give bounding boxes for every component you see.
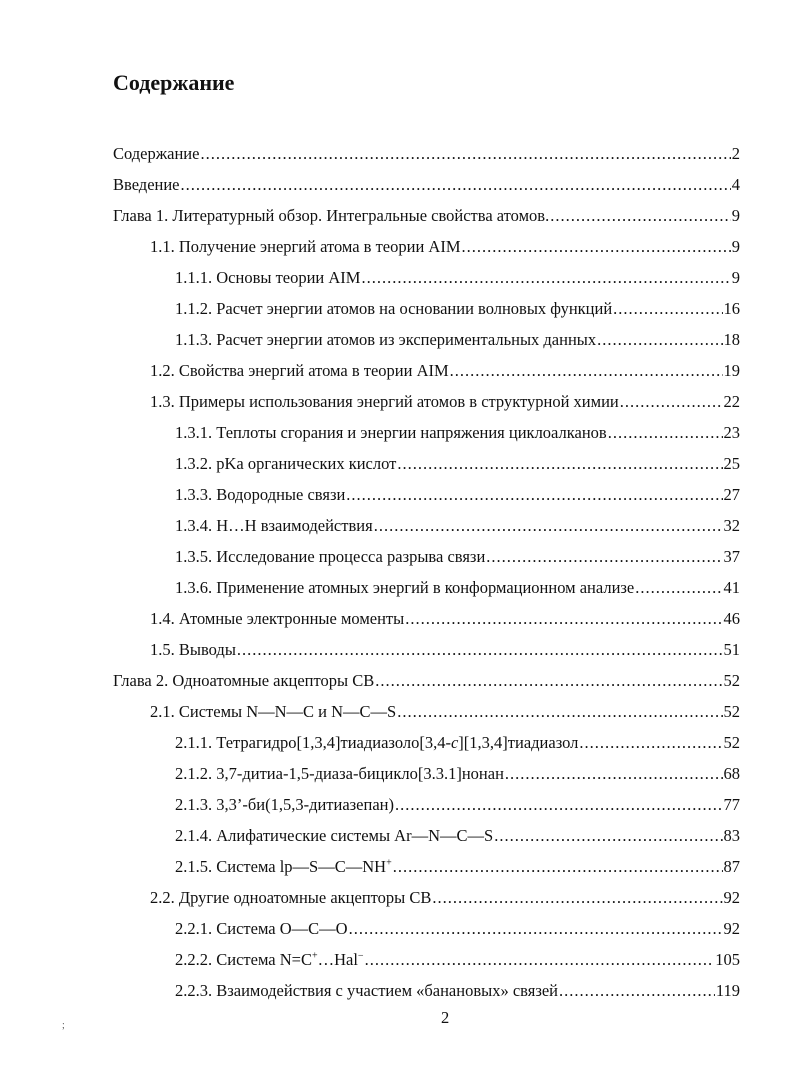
toc-entry-title [150, 609, 404, 629]
toc-entry-title-part: 1.3.1. Теплоты сгорания и энергии напряжения циклоалканов [175, 423, 607, 442]
toc-entry-title-part: 1.1.1. Основы теории AIM [175, 268, 361, 287]
dot-leader [405, 609, 722, 629]
toc-entry-page: 4 [731, 175, 740, 194]
toc-entry-page: 2 [731, 144, 740, 163]
toc-entry[interactable] [113, 485, 740, 516]
toc-entry[interactable] [113, 454, 740, 485]
page-number: 2 [441, 1008, 450, 1027]
toc-entry-title [175, 268, 360, 288]
toc-entry-title-part: 1.5. Выводы [150, 640, 236, 659]
toc-entry-page: 37 [723, 547, 740, 566]
toc-entry-title-part: 2.2.2. Система N=C [175, 950, 312, 969]
dot-leader [397, 702, 722, 722]
dot-leader [550, 206, 731, 226]
dot-leader [393, 857, 723, 877]
toc-entry-page: 18 [723, 330, 740, 349]
toc-entry-title-part: 1.3.4. H…H взаимодействия [175, 516, 373, 535]
toc-entry-page: 22 [723, 392, 740, 411]
toc-entry-page: 87 [723, 857, 740, 876]
toc-entry-title [175, 578, 634, 598]
toc-entry[interactable] [113, 981, 740, 1012]
table-of-contents [113, 144, 740, 1012]
toc-entry[interactable] [113, 547, 740, 578]
toc-entry-title-part: Содержание [113, 144, 200, 163]
toc-entry-page: 105 [715, 950, 740, 969]
dot-leader [200, 144, 730, 164]
toc-entry-title-part: 2.1.2. 3,7-дитиа-1,5-диаза-бицикло[3.3.1]нонан [175, 764, 504, 783]
toc-entry-title [175, 733, 578, 753]
toc-entry-page: 52 [723, 733, 740, 752]
toc-entry-title [150, 237, 461, 257]
toc-entry-page: 16 [723, 299, 740, 318]
toc-entry-title [175, 950, 364, 970]
toc-entry-title [150, 888, 431, 908]
toc-entry-title-part: 2.1.5. Система lp—S—C—NH [175, 857, 387, 876]
toc-entry[interactable] [113, 795, 740, 826]
dot-leader [494, 826, 722, 846]
toc-entry-title-part: 2.1.4. Алифатические системы Ar—N—C—S [175, 826, 494, 845]
toc-entry-title-part: 2.2.3. Взаимодействия с участием «банановых» связей [175, 981, 558, 1000]
toc-entry-title [150, 392, 619, 412]
toc-entry-title [113, 671, 374, 691]
dot-leader [579, 733, 722, 753]
toc-entry-title-part: 2.1.1. Тетрагидро[1,3,4]тиадиазоло[3,4- [175, 733, 451, 752]
toc-entry-title [175, 981, 558, 1001]
toc-entry[interactable] [113, 423, 740, 454]
toc-entry[interactable] [113, 392, 740, 423]
toc-entry-title-part: − [357, 950, 364, 962]
toc-entry-page: 9 [731, 237, 740, 256]
toc-entry[interactable] [113, 578, 740, 609]
toc-entry[interactable] [113, 330, 740, 361]
dot-leader [559, 981, 715, 1001]
page-title: Содержание [113, 70, 235, 95]
dot-leader [397, 454, 722, 474]
toc-entry[interactable] [113, 144, 740, 175]
toc-entry-page: 77 [723, 795, 740, 814]
toc-entry-page: 92 [723, 888, 740, 907]
toc-entry-title-part: 1.1.2. Расчет энергии атомов на основании волновых функций [175, 299, 613, 318]
toc-entry[interactable] [113, 919, 740, 950]
toc-entry-title [175, 516, 373, 536]
toc-entry-page: 19 [723, 361, 740, 380]
toc-entry-page: 119 [715, 981, 740, 1000]
dot-leader [346, 485, 722, 505]
toc-entry-page: 52 [723, 702, 740, 721]
toc-entry-title [175, 919, 348, 939]
dot-leader [450, 361, 723, 381]
toc-entry-page: 23 [723, 423, 740, 442]
dot-leader [505, 764, 723, 784]
toc-entry-title-part: 1.3. Примеры использования энергий атомов в структурной химии [150, 392, 619, 411]
toc-entry-title-part: 1.3.3. Водородные связи [175, 485, 346, 504]
toc-entry-page: 83 [723, 826, 740, 845]
toc-entry[interactable] [113, 516, 740, 547]
toc-entry-page: 92 [723, 919, 740, 938]
toc-entry-page: 52 [723, 671, 740, 690]
dot-leader [181, 175, 731, 195]
toc-entry[interactable] [113, 764, 740, 795]
toc-entry-title [150, 640, 236, 660]
toc-entry-title-part: 2.1.3. 3,3’-би(1,5,3-дитиазепан) [175, 795, 394, 814]
toc-entry[interactable] [113, 857, 740, 888]
dot-leader [237, 640, 723, 660]
toc-entry-title [175, 795, 394, 815]
toc-entry[interactable] [113, 609, 740, 640]
toc-entry-title-part: 1.3.6. Применение атомных энергий в конформационном анализе [175, 578, 635, 597]
dot-leader [462, 237, 731, 257]
dot-leader [349, 919, 723, 939]
toc-entry-title [150, 361, 449, 381]
toc-entry-page: 27 [723, 485, 740, 504]
toc-entry-title-part: 2.2.1. Система O—C—O [175, 919, 348, 938]
toc-entry-title-part: Глава 1. Литературный обзор. Интегральные свойства атомов. [113, 206, 550, 225]
toc-entry[interactable] [113, 206, 740, 237]
toc-entry-title-part: ][1,3,4]тиадиазол [458, 733, 579, 752]
toc-entry-page: 32 [723, 516, 740, 535]
toc-entry-title [175, 826, 493, 846]
toc-entry-title [175, 423, 607, 443]
dot-leader [365, 950, 715, 970]
toc-entry[interactable] [113, 950, 740, 981]
toc-entry-title [150, 702, 396, 722]
toc-entry-page: 51 [723, 640, 740, 659]
dot-leader [620, 392, 723, 412]
toc-entry-title-part: 1.1. Получение энергий атома в теории AIM [150, 237, 461, 256]
toc-entry-page: 41 [723, 578, 740, 597]
toc-entry-title [175, 330, 596, 350]
scan-artifact: ; [62, 1020, 65, 1031]
toc-entry-title-part: 1.1.3. Расчет энергии атомов из экспериментальных данных [175, 330, 597, 349]
toc-entry-title-part: …Hal [317, 950, 358, 969]
toc-entry[interactable] [113, 175, 740, 206]
toc-entry[interactable] [113, 702, 740, 733]
toc-entry-title [175, 454, 396, 474]
toc-entry-title [175, 857, 392, 877]
toc-entry-page: 25 [723, 454, 740, 473]
toc-entry[interactable] [113, 237, 740, 268]
toc-entry[interactable] [113, 888, 740, 919]
toc-entry[interactable] [113, 361, 740, 392]
toc-entry-title-part: 1.3.5. Исследование процесса разрыва связи [175, 547, 486, 566]
toc-entry-title [175, 485, 345, 505]
toc-entry-title [175, 764, 504, 784]
dot-leader [432, 888, 722, 908]
toc-entry-page: 68 [723, 764, 740, 783]
dot-leader [486, 547, 722, 567]
toc-entry-title-part: 2.2. Другие одноатомные акцепторы СВ [150, 888, 432, 907]
toc-entry-title-part: 2.1. Системы N—N—C и N—C—S [150, 702, 397, 721]
toc-entry[interactable] [113, 299, 740, 330]
toc-entry-title-part: Глава 2. Одноатомные акцепторы СВ [113, 671, 375, 690]
toc-entry-title [113, 206, 549, 226]
toc-entry-title-part: 1.4. Атомные электронные моменты [150, 609, 405, 628]
toc-entry[interactable] [113, 671, 740, 702]
toc-entry-title [175, 299, 612, 319]
dot-leader [635, 578, 722, 598]
dot-leader [613, 299, 722, 319]
dot-leader [608, 423, 723, 443]
toc-entry-page: 46 [723, 609, 740, 628]
toc-entry-title-part: c [450, 733, 459, 752]
dot-leader [375, 671, 722, 691]
toc-entry-title-part: + [386, 857, 392, 869]
toc-entry-title [113, 175, 180, 195]
toc-entry[interactable] [113, 640, 740, 671]
dot-leader [597, 330, 722, 350]
toc-entry-page: 9 [731, 206, 740, 225]
toc-entry-title [175, 547, 485, 567]
toc-entry-title-part: + [311, 950, 318, 962]
toc-entry[interactable] [113, 268, 740, 299]
toc-entry-title-part: Введение [113, 175, 180, 194]
toc-entry[interactable] [113, 826, 740, 857]
toc-entry-page: 9 [731, 268, 740, 287]
toc-entry-title-part: 1.2. Свойства энергий атома в теории AIM [150, 361, 449, 380]
toc-entry-title-part: 1.3.2. pKa органических кислот [175, 454, 397, 473]
dot-leader [361, 268, 730, 288]
toc-entry[interactable] [113, 733, 740, 764]
toc-entry-title [113, 144, 199, 164]
dot-leader [395, 795, 723, 815]
dot-leader [374, 516, 723, 536]
